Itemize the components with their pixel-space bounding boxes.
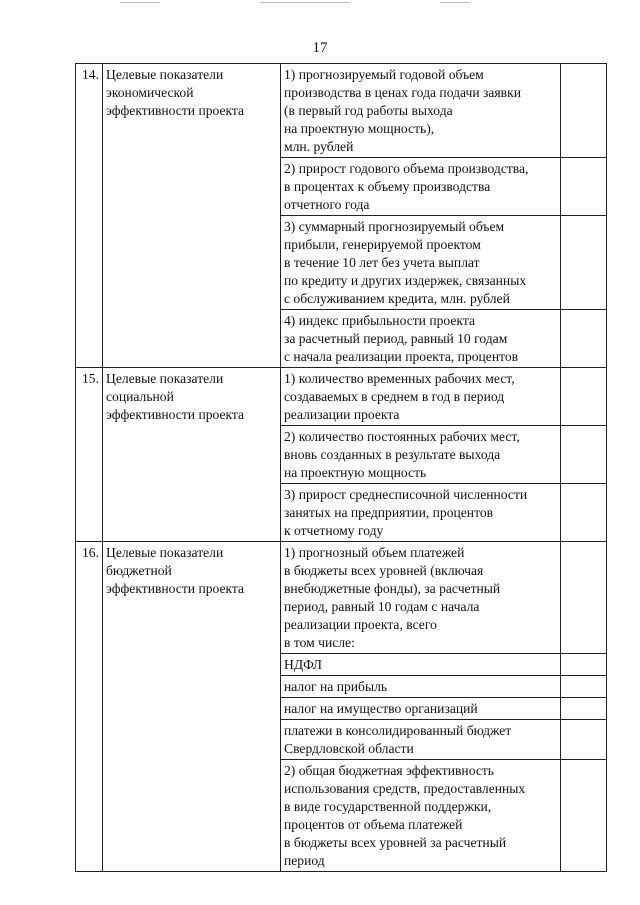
indicator-text: 2) общая бюджетная эффективность использования средств, предоставленных в виде государственной поддержки, процентов от объема платежей в бюджеты всех уровней за расчетный период (281, 760, 561, 872)
section-title: Целевые показатели социальной эффективности проекта (103, 368, 281, 542)
table-row (76, 368, 607, 426)
indicator-value-cell[interactable] (561, 760, 607, 872)
indicator-text: налог на прибыль (281, 676, 561, 698)
scan-artifact-marks (110, 0, 530, 6)
section-number: 16. (76, 542, 103, 872)
section-title: Целевые показатели бюджетной эффективности проекта (103, 542, 281, 872)
indicator-text: 4) индекс прибыльности проекта за расчетный период, равный 10 годам с начала реализации проекта, процентов (281, 310, 561, 368)
indicator-text: 3) прирост среднесписочной численности занятых на предприятии, процентов к отчетному году (281, 484, 561, 542)
indicator-value-cell[interactable] (561, 216, 607, 310)
indicator-value-cell[interactable] (561, 310, 607, 368)
indicator-value-cell[interactable] (561, 720, 607, 760)
indicator-value-cell[interactable] (561, 64, 607, 158)
indicator-value-cell[interactable] (561, 368, 607, 426)
table-row (76, 64, 607, 158)
indicators-table (75, 63, 607, 872)
indicator-text: 1) количество временных рабочих мест, создаваемых в среднем в год в период реализации проекта (281, 368, 561, 426)
indicator-text: 1) прогнозируемый годовой объем производства в ценах года подачи заявки (в первый год работы выхода на проектную мощность), млн. рублей (281, 64, 561, 158)
section-number: 15. (76, 368, 103, 542)
indicator-value-cell[interactable] (561, 542, 607, 654)
indicator-text: 2) количество постоянных рабочих мест, вновь созданных в результате выхода на проектную мощность (281, 426, 561, 484)
indicator-value-cell[interactable] (561, 158, 607, 216)
indicator-text: налог на имущество организаций (281, 698, 561, 720)
indicator-value-cell[interactable] (561, 676, 607, 698)
indicator-text: НДФЛ (281, 654, 561, 676)
indicator-value-cell[interactable] (561, 484, 607, 542)
table-row (76, 542, 607, 654)
page-number: 17 (312, 40, 328, 56)
section-title: Целевые показатели экономической эффективности проекта (103, 64, 281, 368)
indicator-value-cell[interactable] (561, 698, 607, 720)
indicator-text: платежи в консолидированный бюджет Свердловской области (281, 720, 561, 760)
indicator-value-cell[interactable] (561, 426, 607, 484)
indicator-text: 1) прогнозный объем платежей в бюджеты всех уровней (включая внебюджетные фонды), за расчетный период, равный 10 годам с начала реализации проекта, всего в том числе: (281, 542, 561, 654)
indicator-text: 3) суммарный прогнозируемый объем прибыли, генерируемой проектом в течение 10 лет без учета выплат по кредиту и других издержек, связанных с обслуживанием кредита, млн. рублей (281, 216, 561, 310)
indicator-text: 2) прирост годового объема производства, в процентах к объему производства отчетного года (281, 158, 561, 216)
section-number: 14. (76, 64, 103, 368)
indicator-value-cell[interactable] (561, 654, 607, 676)
